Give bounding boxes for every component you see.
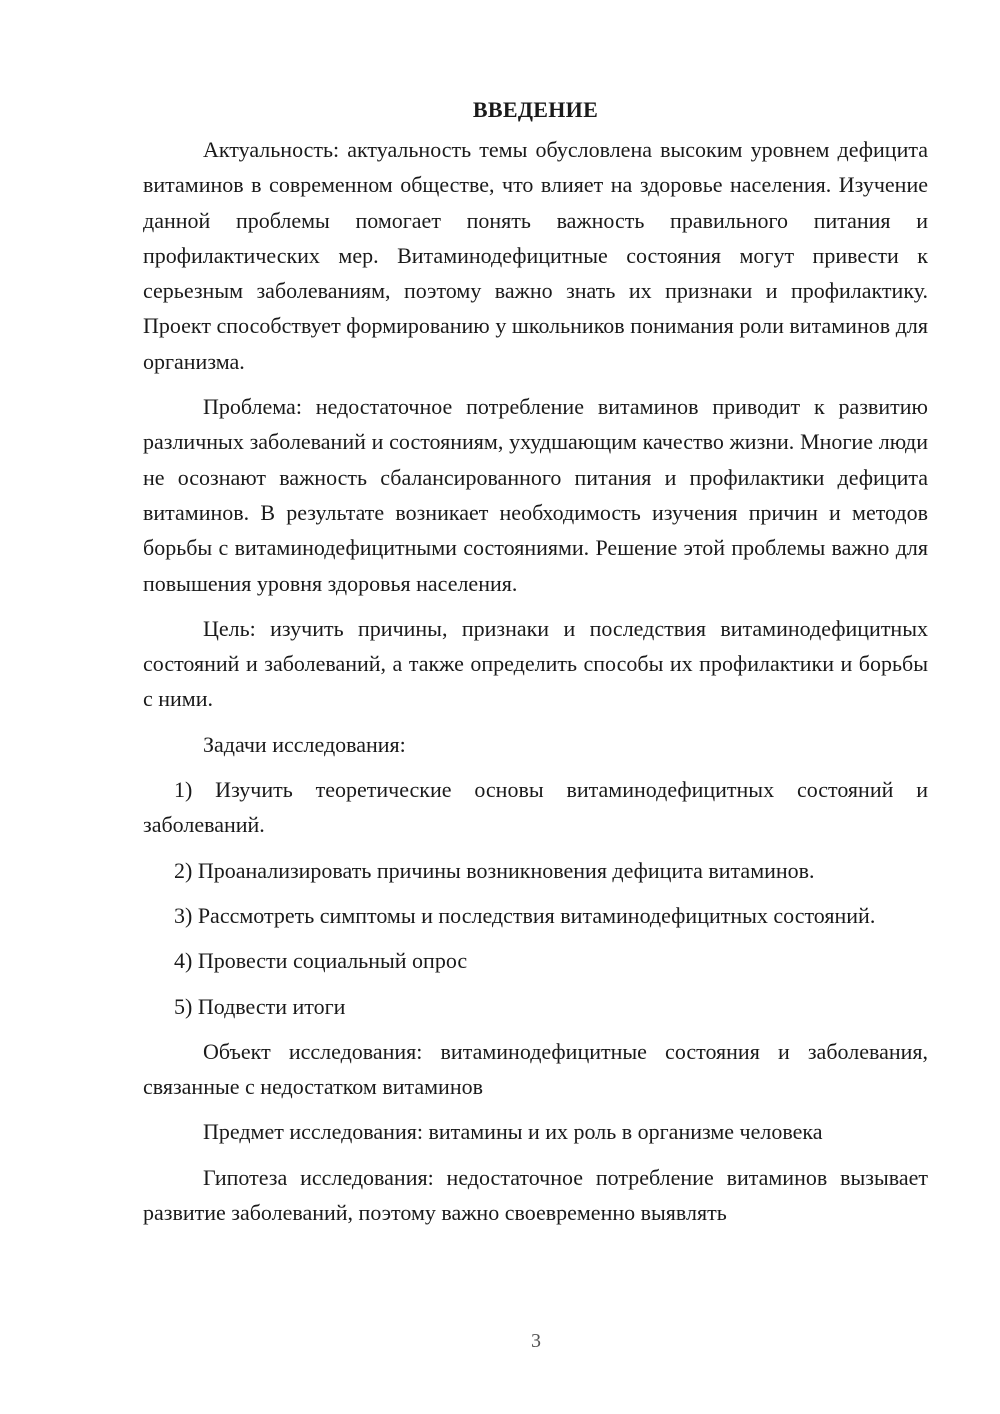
tasks-heading: Задачи исследования: xyxy=(203,731,406,757)
section-title: ВВЕДЕНИЕ xyxy=(472,97,599,122)
paragraph-problem: Проблема: недостаточное потребление витаминов приводит к развитию различных заболеваний и состояниям, ухудшающим качество жизни. Многие люди не осознают важность сбалансированного питания и профилактики дефицита витаминов. В результате возникает необходимость изучения причин и методов борьбы с витаминодефицитными состояниями. Решение этой проблемы важно для повышения уровня здоровья населения. xyxy=(143,394,928,596)
task-item-3: 3) Рассмотреть симптомы и последствия витаминодефицитных состояний. xyxy=(174,902,876,928)
paragraph-goal: Цель: изучить причины, признаки и последствия витаминодефицитных состояний и заболеваний, а также определить способы их профилактики и борьбы с ними. xyxy=(143,615,928,712)
task-item-2: 2) Проанализировать причины возникновения дефицита витаминов. xyxy=(174,857,815,883)
paragraph-hypothesis: Гипотеза исследования: недостаточное потребление витаминов вызывает развитие заболеваний, поэтому важно своевременно выявлять xyxy=(143,1164,928,1226)
paragraph-object: Объект исследования: витаминодефицитные состояния и заболевания, связанные с недостатком витаминов xyxy=(143,1038,928,1100)
paragraph-subject: Предмет исследования: витамины и их роль в организме человека xyxy=(203,1119,823,1145)
page-number: 3 xyxy=(531,1330,541,1352)
task-item-5: 5) Подвести итоги xyxy=(174,993,346,1019)
task-item-1: 1) Изучить теоретические основы витаминодефицитных состояний и заболеваний. xyxy=(143,777,928,838)
task-item-4: 4) Провести социальный опрос xyxy=(174,948,468,974)
document-page xyxy=(143,92,928,1240)
paragraph-relevance: Актуальность: актуальность темы обусловлена высоким уровнем дефицита витаминов в современном обществе, что влияет на здоровье населения. Изучение данной проблемы помогает понять важность правильного питания и профилактических мер. Витаминодефицитные состояния могут привести к серьезным заболеваниям, поэтому важно знать их признаки и профилактику. Проект способствует формированию у школьников понимания роли витаминов для организма. xyxy=(143,137,928,374)
